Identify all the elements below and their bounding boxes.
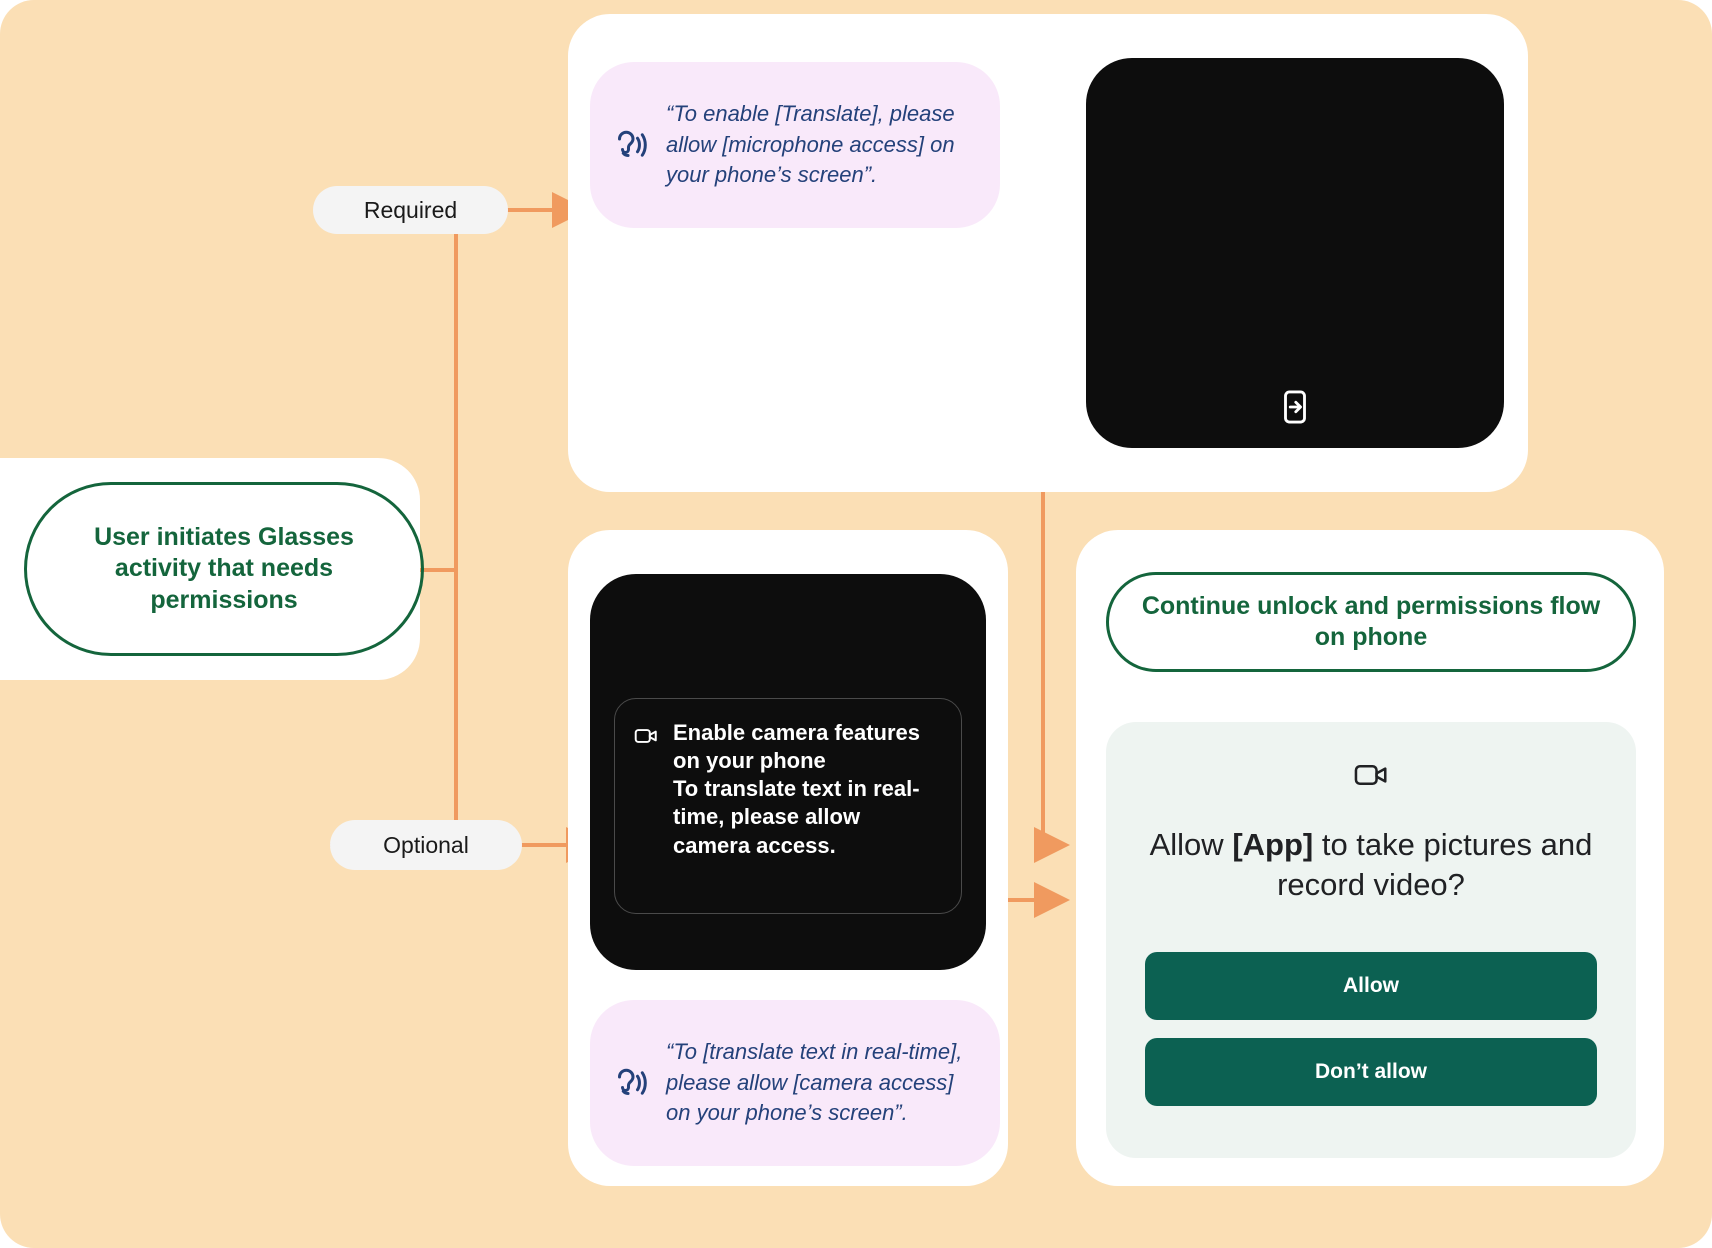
- start-node-label: User initiates Glasses activity that needs permissions: [94, 523, 354, 614]
- permission-question: [1140, 825, 1602, 906]
- deny-button[interactable]: [1145, 1038, 1597, 1106]
- branch-required[interactable]: [313, 186, 508, 234]
- camera-permission-card: [614, 698, 962, 914]
- allow-button-label: Allow: [1343, 973, 1399, 997]
- permission-app-name: [App]: [1232, 827, 1314, 862]
- branch-required-label: Required: [363, 196, 458, 223]
- open-on-phone-icon: [1276, 388, 1314, 431]
- permission-prefix: Allow: [1149, 827, 1233, 862]
- required-bubble-text: “To enable [Translate], please allow [microphone access] on your phone’s screen”.: [666, 101, 955, 188]
- glasses-display-optional: [590, 574, 986, 970]
- camera-card-title: Enable camera features on your phone: [673, 720, 921, 774]
- camera-card-body: To translate text in real-time, please allow camera access.: [673, 776, 920, 858]
- ear-audio-icon: [612, 1065, 648, 1101]
- glasses-display-required: [1086, 58, 1504, 448]
- ear-audio-icon: [612, 127, 648, 163]
- allow-button[interactable]: [1145, 952, 1597, 1020]
- video-camera-icon: [633, 723, 659, 754]
- required-voice-bubble: [590, 62, 1000, 228]
- continue-node-label: Continue unlock and permissions flow on phone: [1141, 591, 1601, 651]
- continue-node[interactable]: [1106, 572, 1636, 672]
- start-node[interactable]: [24, 482, 424, 656]
- optional-bubble-text: “To [translate text in real-time], please allow [camera access] on your phone’s screen”.: [666, 1039, 963, 1126]
- permission-suffix: to take pictures and record video?: [1277, 827, 1593, 903]
- optional-voice-bubble: [590, 1000, 1000, 1166]
- branch-optional[interactable]: [330, 820, 522, 870]
- deny-button-label: Don’t allow: [1315, 1059, 1427, 1083]
- branch-optional-label: Optional: [383, 831, 469, 858]
- phone-permission-dialog: [1106, 722, 1636, 1158]
- video-camera-icon: [1352, 781, 1390, 798]
